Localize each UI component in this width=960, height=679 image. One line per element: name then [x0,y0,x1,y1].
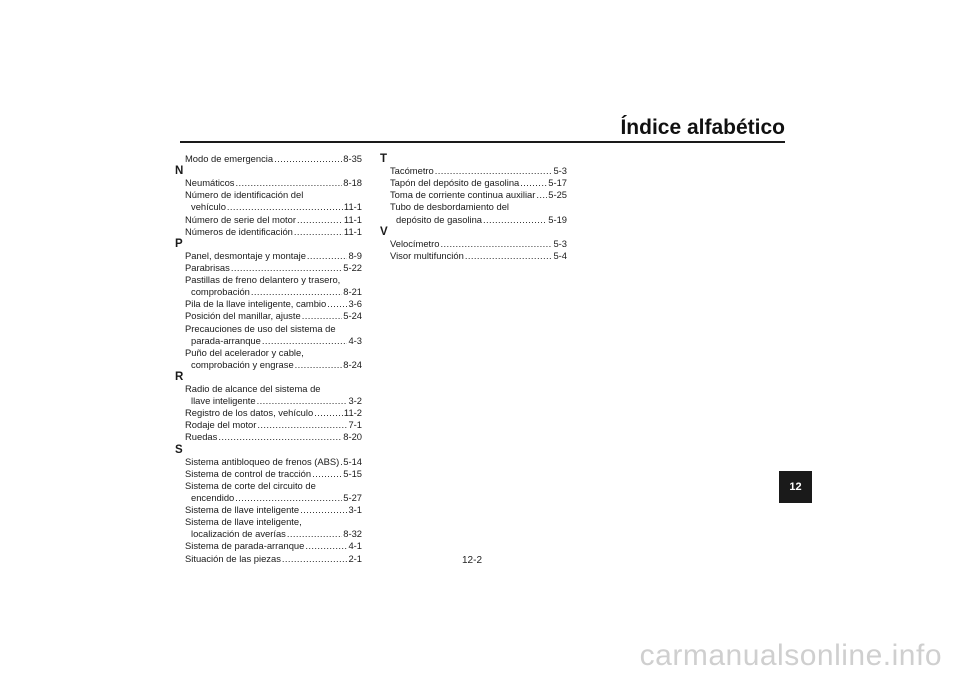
index-letter: S [175,443,183,456]
index-entry [385,238,567,250]
index-entry-text: parada-arranque [191,334,261,346]
index-page-ref: 3-2 [348,395,362,407]
index-entry-text: Radio de alcance del sistema de [185,383,321,395]
index-page-ref: 3-6 [348,298,362,310]
index-entry-text: Parabrisas [185,262,230,274]
index-page-ref: 5-19 [548,213,567,225]
index-entry-text: Panel, desmontaje y montaje [185,249,306,261]
index-page-ref: 7-1 [348,419,362,431]
dot-leader [257,419,347,431]
index-entry-text: Sistema antibloqueo de frenos (ABS) [185,455,340,467]
dot-leader [257,395,348,407]
index-page-ref: 11-1 [343,225,362,237]
index-page-ref: 4-1 [348,540,362,552]
index-entry [180,298,362,310]
index-entry [180,480,362,504]
dot-leader [294,226,343,238]
index-column-right [380,153,567,262]
index-page-ref: 5-27 [343,492,362,504]
index-entry-text: Números de identificación [185,225,293,237]
index-page-ref: 5-15 [343,467,362,479]
dot-leader [227,201,343,213]
index-page-ref: 2-1 [348,552,362,564]
dot-leader [483,214,547,226]
dot-leader [314,407,343,419]
index-entry-text: Ruedas [185,431,218,443]
index-entry-text: depósito de gasolina [396,213,483,225]
dot-leader [251,286,342,298]
index-entry-text: Sistema de parada-arranque [185,540,305,552]
dot-leader [305,540,347,552]
index-page-ref: 8-9 [348,249,362,261]
dot-leader [302,310,343,322]
index-letter: T [380,153,388,165]
index-entry [180,214,362,226]
index-entry-text: Pila de la llave inteligente, cambio [185,298,327,310]
index-entry-text: Puño del acelerador y cable, [185,346,304,358]
index-entry-text: encendido [191,492,235,504]
index-page-ref: 8-21 [343,286,362,298]
dot-leader [465,250,553,262]
index-entry [180,383,362,407]
dot-leader [327,298,347,310]
dot-leader [282,553,348,565]
index-column-left [175,153,362,565]
watermark: carmanualsonline.info [639,639,942,672]
index-page-ref: 8-20 [343,431,362,443]
dot-leader [297,214,343,226]
index-entry-text: Situación de las piezas [185,552,281,564]
index-entry-text: Número de identificación del [185,189,304,201]
index-entry [180,407,362,419]
index-entry-text: comprobación [191,286,250,298]
index-entry [180,262,362,274]
index-entry-text: Sistema de corte del circuito de [185,479,316,491]
index-page-ref: 5-3 [553,237,567,249]
title-rule [180,141,785,143]
index-entry [385,177,567,189]
page-title: Índice alfabético [620,116,785,139]
dot-leader [262,335,348,347]
index-letter: V [380,225,388,238]
index-entry [385,165,567,177]
index-entry [385,201,567,225]
dot-leader [536,189,547,201]
index-entry-text: Posición del manillar, ajuste [185,310,301,322]
index-entry [385,250,567,262]
index-page-ref: 5-14 [343,455,362,467]
index-entry [180,250,362,262]
dot-leader [295,359,343,371]
index-letter: P [175,237,183,250]
index-entry-text: Número de serie del motor [185,213,296,225]
index-entry [180,226,362,238]
index-entry-text: localización de averías [191,528,286,540]
index-entry-text: comprobación y engrase [191,358,294,370]
dot-leader [235,492,342,504]
index-entry-text: llave inteligente [191,395,256,407]
index-entry-text: Precauciones de uso del sistema de [185,322,336,334]
index-entry [385,189,567,201]
index-entry [180,540,362,552]
index-page-ref: 5-3 [553,165,567,177]
index-page-ref: 11-1 [343,213,362,225]
index-page-ref: 8-24 [343,358,362,370]
index-entry [180,153,362,165]
index-entry [180,456,362,468]
index-page-ref: 8-18 [343,177,362,189]
index-page-ref: 4-3 [348,334,362,346]
index-entry [180,431,362,443]
dot-leader [340,456,342,468]
dot-leader [274,153,342,165]
index-page-ref: 5-4 [553,249,567,261]
index-entry-text: Sistema de llave inteligente [185,504,300,516]
dot-leader [236,177,343,189]
dot-leader [312,468,342,480]
index-entry-text: Rodaje del motor [185,419,257,431]
index-entry [180,468,362,480]
index-page-ref: 5-22 [343,262,362,274]
dot-leader [435,165,553,177]
index-entry-text: Tacómetro [390,165,434,177]
index-entry [180,504,362,516]
index-entry-text: Tapón del depósito de gasolina [390,177,520,189]
index-page-ref: 8-35 [343,153,362,164]
index-entry-text: Modo de emergencia [185,153,274,164]
dot-leader [307,250,348,262]
index-page-ref: 11-1 [343,201,362,213]
index-entry-text: Neumáticos [185,177,235,189]
dot-leader [441,238,553,250]
chapter-tab: 12 [779,471,812,503]
dot-leader [300,504,347,516]
index-entry [180,189,362,213]
index-entry-text: Sistema de control de tracción [185,467,312,479]
index-entry-text: vehículo [191,201,226,213]
index-entry-text: Visor multifunción [390,249,464,261]
index-entry [180,323,362,347]
index-page-ref: 3-1 [348,504,362,516]
index-letter: N [175,165,184,178]
page-number: 12-2 [462,555,483,566]
index-page-ref: 5-25 [548,189,567,201]
dot-leader [287,528,342,540]
index-entry [180,347,362,371]
dot-leader [231,262,342,274]
index-page-ref: 5-24 [343,310,362,322]
index-page-ref: 8-32 [343,528,362,540]
index-entry [180,310,362,322]
index-letter: R [175,370,184,383]
index-entry [180,419,362,431]
index-entry-text: Velocímetro [390,237,440,249]
index-entry-text: Tubo de desbordamiento del [390,201,510,213]
index-entry [180,274,362,298]
dot-leader [218,431,342,443]
index-entry-text: Registro de los datos, vehículo [185,407,314,419]
index-page-ref: 11-2 [343,407,362,419]
index-entry-text: Sistema de llave inteligente, [185,516,302,528]
index-entry [180,177,362,189]
index-page-ref: 5-17 [548,177,567,189]
index-entry [180,516,362,540]
dot-leader [520,177,547,189]
index-entry-text: Pastillas de freno delantero y trasero, [185,274,341,286]
index-entry-text: Toma de corriente continua auxiliar [390,189,536,201]
index-entry [180,553,362,565]
